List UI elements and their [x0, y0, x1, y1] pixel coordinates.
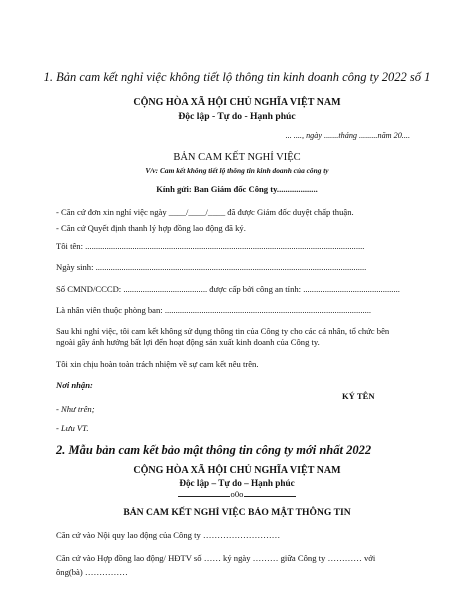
section-1-heading: 1. Bản cam kết nghỉ việc không tiết lộ thông tin kinh doanh công ty 2022 số 1	[43, 70, 431, 84]
national-title: CỘNG HÒA XÃ HỘI CHỦ NGHĨA VIỆT NAM	[133, 97, 341, 108]
field-id-number: Số CMND/CCCD: ....................................... được cấp bởi công an tỉnh: .............................................	[56, 284, 400, 294]
recipient-item-above: - Như trên;	[56, 404, 95, 414]
separator-rule-right	[244, 496, 296, 497]
document-subject: V/v: Cam kết không tiết lộ thông tin kinh doanh của công ty	[145, 166, 329, 175]
section-2-heading: 2. Mẫu bản cam kết bảo mật thông tin công ty mới nhất 2022	[56, 443, 372, 457]
motto-2: Độc lập – Tự do – Hạnh phúc	[179, 478, 295, 488]
commitment-line-2: ngoài gây ảnh hưởng bất lợi đến hoạt động sản xuất kinh doanh của Công ty.	[56, 337, 320, 347]
separator-mark: o0o	[230, 489, 244, 499]
motto: Độc lập - Tự do - Hạnh phúc	[178, 111, 296, 122]
date-line: ... ...., ngày .......tháng .........năm 20....	[285, 131, 410, 140]
field-date-of-birth: Ngày sinh: ..............................................................................................................................	[56, 262, 367, 272]
basis-contract: - Căn cứ Quyết định thanh lý hợp đồng lao động đã ký.	[56, 223, 246, 233]
basis-resignation: - Căn cứ đơn xin nghỉ việc ngày ____/____/____ đã được Giám đốc duyệt chấp thuận.	[56, 207, 354, 217]
recipient-item-archive: - Lưu VT.	[56, 423, 89, 433]
field-department: Là nhân viên thuộc phòng ban: ................................................................................................	[56, 305, 372, 315]
basis-labor-contract-line-1: Căn cứ vào Hợp đồng lao động/ HĐTV số …… ký ngày ……… giữa Công ty ………… với	[56, 553, 376, 563]
signature-label: KÝ TÊN	[342, 391, 375, 401]
national-title-2: CỘNG HÒA XÃ HỘI CHỦ NGHĨA VIỆT NAM	[133, 465, 341, 476]
commitment-line-1: Sau khi nghỉ việc, tôi cam kết không sử dụng thông tin của Công ty cho các cá nhân, tổ chức bên	[56, 326, 390, 336]
basis-labor-contract-line-2: ông(bà) ……………	[56, 567, 128, 577]
recipients-label: Nơi nhận:	[56, 380, 93, 390]
document-title-2: BẢN CAM KẾT NGHỈ VIỆC BẢO MẬT THÔNG TIN	[123, 507, 351, 518]
document-title: BẢN CAM KẾT NGHỈ VIỆC	[173, 152, 301, 163]
field-name: Tôi tên: ..................................................................................................................................	[56, 241, 365, 251]
recipient-line: Kính gửi: Ban Giám đốc Công ty...................	[156, 184, 318, 194]
basis-labor-rules: Căn cứ vào Nội quy lao động của Công ty ………………………	[56, 530, 281, 540]
responsibility-statement: Tôi xin chịu hoàn toàn trách nhiệm về sự cam kết nêu trên.	[56, 359, 259, 369]
